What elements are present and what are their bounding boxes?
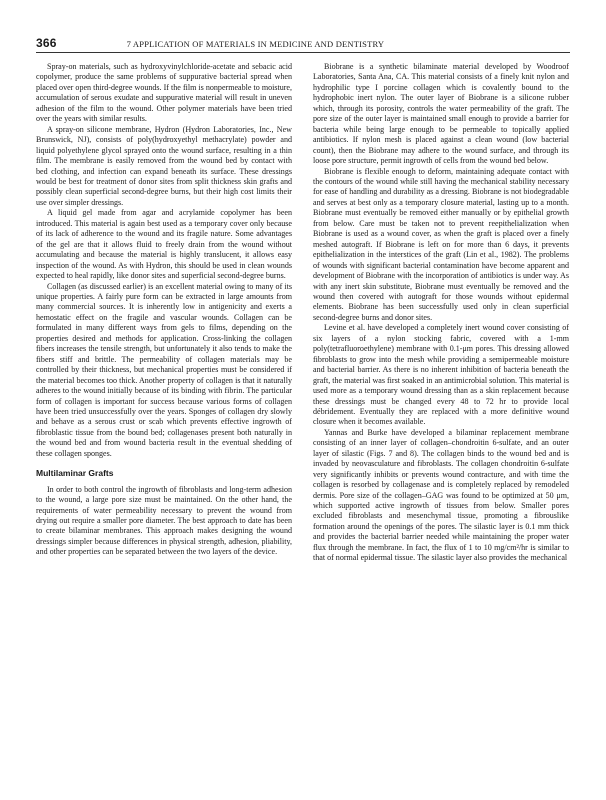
paragraph: Collagen (as discussed earlier) is an excellent material owing to many of its unique properties. A fairly pure form can be extracted in large amounts from many commercial sources. It is inherently low in antigenicity and exerts a hemostatic effect on the fragile and vascular wounds. Collagen can be formulated in many different ways from gels to films, depending on the properties desired and methods for application. Cross-linking the collagen fibers increases the tensile strength, but unfortunately it also tends to make the fibers stiff and brittle. The permeability of collagen materials may be controlled by their thickness, but mechanical properties must be considered if the material becomes too thick. Another property of collagen is that it naturally adheres to the wound initially because of its binding with fibrin. The particular form of collagen is important for success because various forms of collagen have been tried unsuccessfully over the years. Sponges of collagen dry slowly and behave as a serous crust or scab which prevents effective ingrowth of fibroblastic tissue from the bound bed; collagenases present both naturally in the wound bed and from wound bacteria result in the eventual shedding of these collagen sponges. xyxy=(36,281,292,458)
paragraph: Spray-on materials, such as hydroxyvinylchloride-acetate and sebacic acid copolymer, produce the same problems of suppurative bacterial spread when placed over open third-degree wounds. If the film is nonpermeable to moisture, accumulation of serous exudate and suppurative material will result in uneven adhesion of the film to the wound. Other polymer materials have been tried over the years with similar results. xyxy=(36,62,292,124)
running-head: 7 APPLICATION OF MATERIALS IN MEDICINE AND DENTISTRY xyxy=(126,39,385,49)
paragraph: In order to both control the ingrowth of fibroblasts and long-term adhesion to the wound, a large pore size must be maintained. On the other hand, the requirements of water permeability necessary to prevent the wound from drying out require a smaller pore diameter. The best approach to date has been to create bilaminar membranes. This approach makes designing the wound dressings simpler because differences in physical strength, adhesion, pliability, and other properties can be separated between the two layers of the device. xyxy=(36,484,292,557)
paragraph: A liquid gel made from agar and acrylamide copolymer has been introduced. This material is again best used as a temporary cover only because of its lack of adherence to the wound and its fragile nature. Some advantages of the gel are that it allows fluid to freely drain from the wound without accumulating and because the material is highly translucent, it allows easy inspection of the wound. As with Hydron, this should be used in clean wounds expected to heal rapidly, like donor sites and superficial second-degree burns. xyxy=(36,208,292,281)
left-column xyxy=(36,62,292,558)
paragraph: Biobrane is a synthetic bilaminate material developed by Woodroof Laboratories, Santa Ana, CA. This material consists of a finely knit nylon and hydrophilic type I porcine collagen which is covalently bound to the hydrophobic inert nylon. The outer layer of Biobrane is a silicone rubber which, through its porosity, controls the water permeability of the graft. The pore size of the outer layer is maintained small enough to provide a barrier for bacteria while being large enough to be permeable to topically applied antibiotics. If nylon mesh is placed against a clean wound (low bacterial count), then the Biobrane may adhere to the wound surface, and through its loose pore structure, permit ingrowth of cells from the wound bed below. xyxy=(313,62,569,166)
section-heading: Multilaminar Grafts xyxy=(36,468,114,479)
page-number: 366 xyxy=(36,36,57,50)
paragraph: Levine et al. have developed a completely inert wound cover consisting of six layers of a nylon stocking fabric, covered with a 1-mm poly(tetrafluoroethylene) membrane with 0.1-μm pores. This dressing allowed fibroblasts to grow into the mesh while providing a semipermeable moisture and bacterial barrier. As there is no inherent inhibition of bacteria beneath the graft, the material was first soaked in an antimicrobial solution. This material is used more as a temporary wound dressing than as a skin replacement because these dressings must be changed every 48 to 72 hr to provide local débridement. Eventually they are replaced with a more definitive wound closure when it becomes available. xyxy=(313,323,569,427)
paragraph: Yannas and Burke have developed a bilaminar replacement membrane consisting of an inner layer of collagen–chondroitin 6-sulfate, and an outer layer of silastic (Figs. 7 and 8). The collagen binds to the wound bed and is invaded by neovasculature and fibroblasts. The collagen chondroitin 6-sulfate very significantly inhibits or prevents wound contracture, and with time the collagen is resorbed by collagenase and is completely replaced by remodeled dermis. Pore size of the collagen–GAG was found to be optimized at 50 μm, which supported active ingrowth of tissues from below. Smaller pores excluded fibroblasts and mesenchymal tissue, promoting a fibrouslike formation around the openings of the pores. The silastic layer is 0.1 mm thick and provides the bacterial barrier needed while maintaining the proper water flux through the membrane. In fact, the flux of 1 to 10 mg/cm²/hr is similar to that of normal epidermal tissue. The silastic layer also provides the mechanical xyxy=(313,427,569,563)
page-header xyxy=(36,36,570,50)
paragraph: A spray-on silicone membrane, Hydron (Hydron Laboratories, Inc., New Brunswick, NJ), consists of poly(hydroxyethyl methacrylate) powder and liquid polyethylene glycol sprayed onto the wound surface, resulting in a thin film. The membrane is easily removed from the wound bed by contact with bed clothing, and infection can expand beneath its surface. These dressings would be best for treatment of donor sites from split thickness skin grafts and possibly clean superficial second-degree burns, but their high cost limits their use over simpler dressings. xyxy=(36,124,292,207)
right-column xyxy=(313,62,569,564)
paragraph: Biobrane is flexible enough to deform, maintaining adequate contact with the contours of the wound while still having the mechanical stability necessary for ease of handling and durability as a dressing. Biobrane is not biodegradable and serves at best only as a temporary closure material, lasting up to a month. Biobrane must eventually be removed either manually or by epithelial growth from below. Care must be taken not to prevent reepithelialization when Biobrane is used as a wound cover, as when the graft is placed over a finely meshed autograft. If Biobrane is left on for more than 6 days, it prevents epithelialization in the interstices of the graft (Lin et al., 1982). The problems of wounds with significant bacterial contamination have become apparent and development of Biobrane with the incorporation of antibiotics is under way. As with any inert skin substitute, Biobrane must eventually be removed and the wound then covered with autograft for those wounds without epidermal elements. Biobrane has been successfully used only in clean superficial second-degree burns and donor sites. xyxy=(313,166,569,322)
header-rule xyxy=(36,52,570,53)
